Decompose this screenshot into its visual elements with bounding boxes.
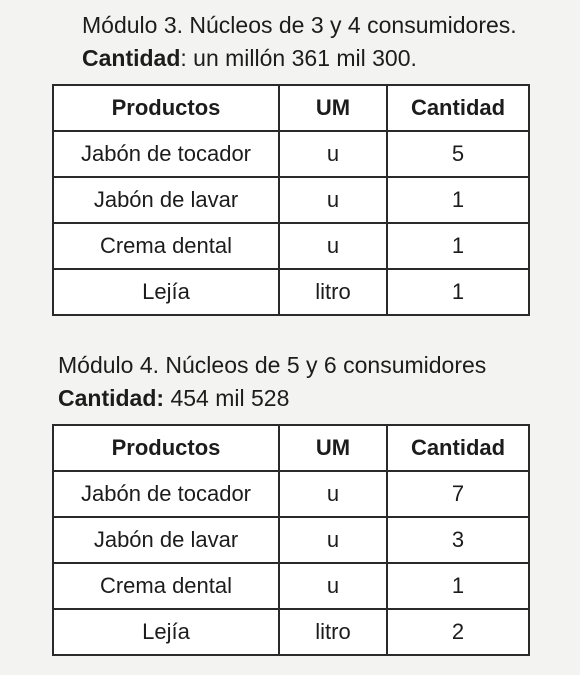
cell-quantity: 1	[387, 563, 529, 609]
cell-quantity: 7	[387, 471, 529, 517]
module3-title: Módulo 3. Núcleos de 3 y 4 consumidores.	[82, 12, 517, 38]
cell-product: Jabón de lavar	[53, 517, 279, 563]
module3-quantity-value: : un millón 361 mil 300.	[180, 45, 417, 71]
table-row	[53, 471, 529, 517]
table-row	[53, 517, 529, 563]
cell-product: Crema dental	[53, 563, 279, 609]
cell-quantity: 1	[387, 223, 529, 269]
module3-table	[52, 84, 530, 316]
table-row	[53, 563, 529, 609]
table-row	[53, 131, 529, 177]
header-productos: Productos	[53, 85, 279, 131]
header-productos: Productos	[53, 425, 279, 471]
cell-quantity: 5	[387, 131, 529, 177]
module4-quantity	[58, 384, 289, 412]
cell-quantity: 1	[387, 177, 529, 223]
table-row	[53, 269, 529, 315]
cell-product: Jabón de lavar	[53, 177, 279, 223]
cell-product: Crema dental	[53, 223, 279, 269]
cell-um: u	[279, 131, 387, 177]
cell-quantity: 1	[387, 269, 529, 315]
cell-um: litro	[279, 269, 387, 315]
cell-um: u	[279, 471, 387, 517]
header-um: UM	[279, 425, 387, 471]
cell-product: Lejía	[53, 269, 279, 315]
cell-product: Jabón de tocador	[53, 131, 279, 177]
table-row	[53, 609, 529, 655]
module4-quantity-value: 454 mil 528	[164, 385, 290, 411]
cell-quantity: 2	[387, 609, 529, 655]
module3-quantity-label: Cantidad	[82, 45, 181, 71]
cell-product: Lejía	[53, 609, 279, 655]
cell-product: Jabón de tocador	[53, 471, 279, 517]
module3-quantity	[82, 44, 417, 72]
cell-um: u	[279, 563, 387, 609]
module4-title: Módulo 4. Núcleos de 5 y 6 consumidores	[58, 352, 487, 378]
header-cantidad: Cantidad	[387, 85, 529, 131]
cell-um: u	[279, 223, 387, 269]
cell-quantity: 3	[387, 517, 529, 563]
table-header-row	[53, 85, 529, 131]
table-header-row	[53, 425, 529, 471]
module4-quantity-label: Cantidad:	[58, 385, 165, 411]
cell-um: u	[279, 517, 387, 563]
header-cantidad: Cantidad	[387, 425, 529, 471]
header-um: UM	[279, 85, 387, 131]
table-row	[53, 177, 529, 223]
module4-table	[52, 424, 530, 656]
cell-um: u	[279, 177, 387, 223]
table-row	[53, 223, 529, 269]
cell-um: litro	[279, 609, 387, 655]
